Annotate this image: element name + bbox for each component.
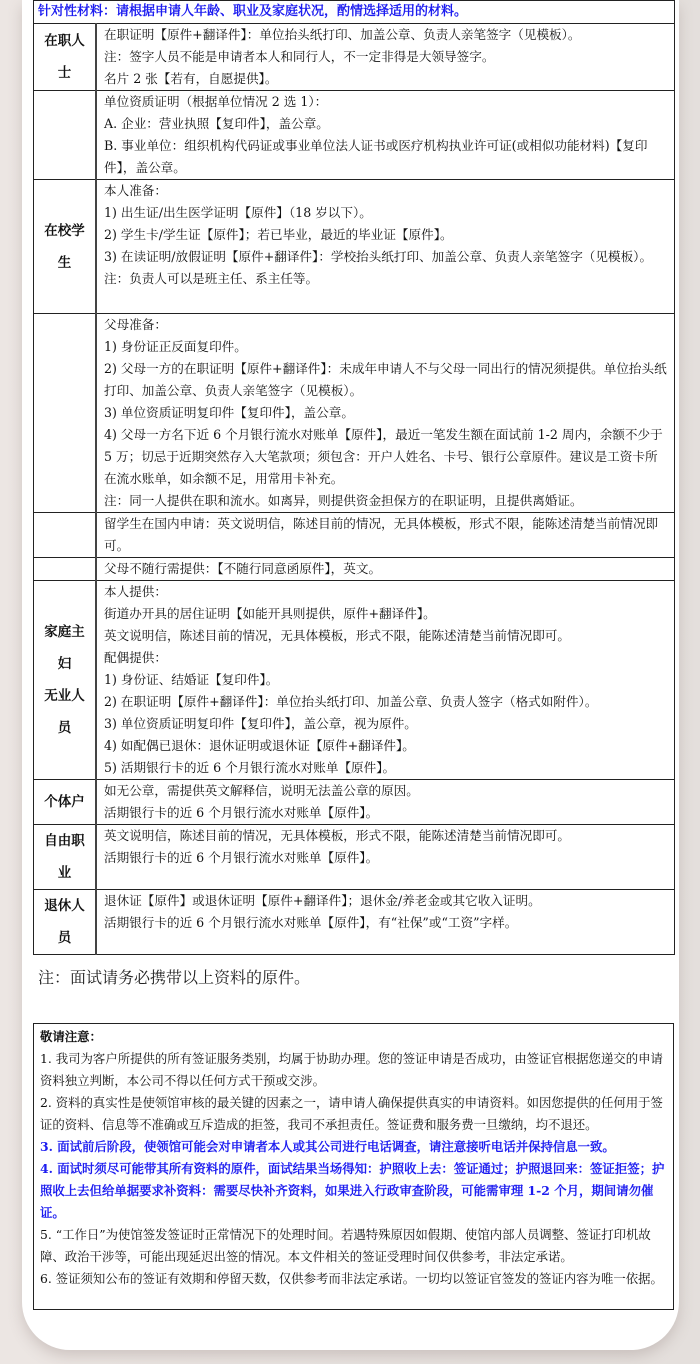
- content-line: 街道办开具的居住证明【如能开具则提供，原件+翻译件】。: [104, 606, 436, 621]
- table-row: [34, 513, 675, 558]
- notice-box: [33, 1023, 674, 1310]
- row-category: 在职人士: [44, 33, 85, 81]
- row-category-cell: [34, 24, 97, 91]
- row-content: [96, 180, 675, 314]
- content-line: 4) 父母一方名下近 6 个月银行流水对账单【原件】，最近一笔发生额在面试前 1-2 周内，余额不少于 5 万；切忌于近期突然存入大笔款项；须包含：开户人姓名、卡号、银行公章原件。建议是工资卡所在流水账单，如余额不足，用常用卡补充。: [104, 427, 663, 486]
- row-category-cell: [34, 91, 97, 180]
- table-row: [34, 24, 675, 91]
- content-line: 1) 身份证正反面复印件。: [104, 339, 247, 354]
- content-line: A. 企业：营业执照【复印件】，盖公章。: [104, 116, 329, 131]
- notice-item: 2. 资料的真实性是使领馆审核的最关键的因素之一，请申请人确保提供真实的申请资料。如因您提供的任何用于签证的资料、信息等不准确或互斥造成的拒签，我司不承担责任。签证费和服务费一旦缴纳，均不退还。: [40, 1095, 663, 1132]
- row-content: [96, 513, 675, 558]
- notice-item: 6. 签证须知公布的签证有效期和停留天数，仅供参考而非法定承诺。一切均以签证官签发的签证内容为唯一依据。: [40, 1271, 663, 1286]
- content-line: 5) 活期银行卡的近 6 个月银行流水对账单【原件】。: [104, 760, 396, 775]
- row-category: 退休人员: [44, 898, 85, 946]
- interview-note: 注：面试请务必携带以上资料的原件。: [38, 968, 311, 987]
- content-line: 1) 身份证、结婚证【复印件】。: [104, 672, 279, 687]
- row-category-cell: [34, 558, 97, 581]
- row-category: 家庭主妇 无业人员: [44, 624, 85, 736]
- content-line: 本人提供：: [104, 584, 167, 599]
- content-line: 单位资质证明（根据单位情况 2 选 1）：: [104, 94, 328, 109]
- content-line: 活期银行卡的近 6 个月银行流水对账单【原件】，有“社保”或“工资”字样。: [104, 915, 518, 930]
- table-row: [34, 558, 675, 581]
- page-card: [22, 0, 679, 1350]
- content-line: 父母准备：: [104, 317, 167, 332]
- content-line: 3) 在读证明/放假证明【原件+翻译件】：学校抬头纸打印、加盖公章、负责人亲笔签字（见模板）。: [104, 249, 653, 264]
- content-line: 如无公章，需提供英文解释信，说明无法盖公章的原因。: [104, 783, 419, 798]
- content-line: 2) 父母一方的在职证明【原件+翻译件】：未成年申请人不与父母一同出行的情况须提供。单位抬头纸打印、加盖公章、负责人亲笔签字（见模板）。: [104, 361, 667, 398]
- row-category: 在校学生: [44, 222, 85, 271]
- row-content: [96, 24, 675, 91]
- content-line: 配偶提供：: [104, 650, 167, 665]
- row-category-cell: [34, 513, 97, 558]
- table-header: 针对性材料：请根据申请人年龄、职业及家庭状况，酌情选择适用的材料。: [34, 1, 675, 24]
- row-category: 个体户: [44, 794, 85, 810]
- notice-item: 3. 面试前后阶段，使领馆可能会对申请者本人或其公司进行电话调查，请注意接听电话并保持信息一致。: [40, 1139, 615, 1154]
- content-line: 2) 学生卡/学生证【原件】；若已毕业，最近的毕业证【原件】。: [104, 227, 453, 242]
- row-category-cell: [34, 314, 97, 513]
- row-content: [96, 890, 675, 955]
- notice-item: 5. “工作日”为使馆签发签证时正常情况下的处理时间。若遇特殊原因如假期、使馆内部人员调整、签证打印机故障、政治干涉等，可能出现延迟出签的情况。本文件相关的签证受理时间仅供参考，非法定承诺。: [40, 1227, 651, 1264]
- content-line: 退休证【原件】或退休证明【原件+翻译件】；退休金/养老金或其它收入证明。: [104, 893, 541, 908]
- row-content: [96, 780, 675, 825]
- content-line: 活期银行卡的近 6 个月银行流水对账单【原件】。: [104, 805, 379, 820]
- content-line: 注：签字人员不能是申请者本人和同行人，不一定非得是大领导签字。: [104, 49, 495, 64]
- table-row: [34, 91, 675, 180]
- table-row: [34, 314, 675, 513]
- content-line: 3) 单位资质证明复印件【复印件】，盖公章。: [104, 405, 354, 420]
- notice-item: 4. 面试时须尽可能带其所有资料的原件，面试结果当场得知：护照收上去：签证通过；护照退回来：签证拒签；护照收上去但给单据要求补资料：需要尽快补齐资料，如果进入行政审查阶段，可能需审理 1-2 个月，期间请勿催证。: [40, 1161, 665, 1220]
- row-category-cell: [34, 890, 97, 955]
- content-line: 名片 2 张【若有，自愿提供】。: [104, 71, 278, 86]
- table-row: [34, 890, 675, 955]
- row-content: [96, 825, 675, 890]
- row-category-cell: [34, 581, 97, 780]
- table-row: [34, 581, 675, 780]
- content-line: 留学生在国内申请：英文说明信，陈述目前的情况，无具体模板，形式不限，能陈述清楚当前情况即可。: [104, 516, 659, 553]
- content-line: 1) 出生证/出生医学证明【原件】（18 岁以下）。: [104, 205, 372, 220]
- row-category: 自由职业: [44, 833, 85, 881]
- row-category-cell: [34, 780, 97, 825]
- content-line: 4) 如配偶已退休：退休证明或退休证【原件+翻译件】。: [104, 738, 415, 753]
- row-category-cell: [34, 825, 97, 890]
- table-row: [34, 780, 675, 825]
- content-line: 注：负责人可以是班主任、系主任等。: [104, 271, 319, 286]
- content-line: 3) 单位资质证明复印件【复印件】，盖公章，视为原件。: [104, 716, 417, 731]
- table-row: [34, 180, 675, 314]
- content-line: 2) 在职证明【原件+翻译件】：单位抬头纸打印、加盖公章、负责人签字（格式如附件）。: [104, 694, 598, 709]
- content-line: 活期银行卡的近 6 个月银行流水对账单【原件】。: [104, 850, 379, 865]
- materials-table: [33, 0, 675, 955]
- content-line: 在职证明【原件+翻译件】：单位抬头纸打印、加盖公章、负责人亲笔签字（见模板）。: [104, 27, 581, 42]
- content-line: B. 事业单位：组织机构代码证或事业单位法人证书或医疗机构执业许可证(或相似功能材料)【复印件】，盖公章。: [104, 138, 648, 175]
- row-content: [96, 314, 675, 513]
- content-line: 注：同一人提供在职和流水。如离异，则提供资金担保方的在职证明，且提供离婚证。: [104, 493, 583, 508]
- content-line: 英文说明信，陈述目前的情况，无具体模板，形式不限，能陈述清楚当前情况即可。: [104, 628, 570, 643]
- row-category-cell: [34, 180, 97, 314]
- content-line: 英文说明信，陈述目前的情况，无具体模板，形式不限，能陈述清楚当前情况即可。: [104, 828, 570, 843]
- notice-item: 1. 我司为客户所提供的所有签证服务类别，均属于协助办理。您的签证申请是否成功，由签证官根据您递交的申请资料独立判断，本公司不得以任何方式干预或交涉。: [40, 1051, 663, 1088]
- table-row: [34, 825, 675, 890]
- content-line: 父母不随行需提供：【不随行同意函原件】，英文。: [104, 561, 382, 576]
- notice-title: 敬请注意：: [40, 1029, 102, 1044]
- row-content: [96, 581, 675, 780]
- row-content: [96, 558, 675, 581]
- content-line: 本人准备：: [104, 183, 167, 198]
- row-content: [96, 91, 675, 180]
